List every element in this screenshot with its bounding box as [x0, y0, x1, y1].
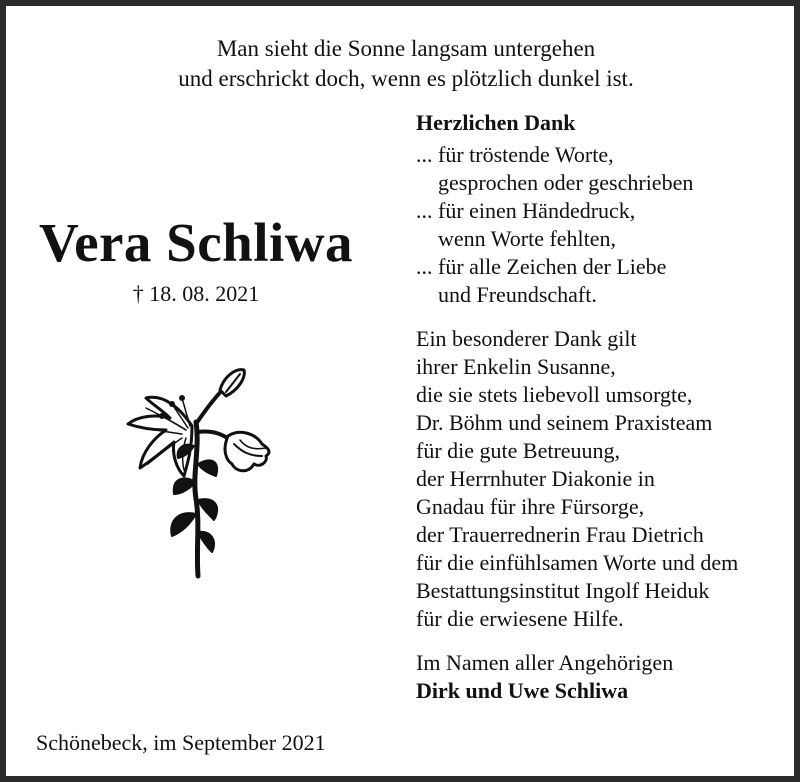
death-date: † 18. 08. 2021 [132, 281, 260, 306]
special-thanks-line: für die einfühlsamen Worte und dem [416, 550, 739, 575]
lily-flower-icon [116, 364, 286, 579]
special-thanks-line: Bestattungsinstitut Ingolf Heiduk [416, 578, 710, 603]
special-thanks-line: die sie stets liebevoll umsorgte, [416, 382, 693, 407]
thanks-heading: Herzlichen Dank [416, 110, 576, 135]
thanks-line: gesprochen oder geschrieben [438, 170, 694, 195]
thanks-line: ... für tröstende Worte, [416, 142, 614, 167]
motto-quote [6, 34, 800, 94]
signature-intro: Im Namen aller Angehörigen [416, 650, 674, 675]
special-thanks-line: für die erwiesene Hilfe. [416, 606, 624, 631]
thanks-line: wenn Worte fehlten, [438, 226, 617, 251]
motto-line: Man sieht die Sonne langsam untergehen [216, 36, 596, 61]
thanks-line: ... für einen Händedruck, [416, 198, 636, 223]
thanks-line: und Freundschaft. [438, 282, 597, 307]
thanks-column [416, 109, 796, 705]
place-and-date: Schönebeck, im September 2021 [36, 730, 326, 755]
special-thanks-line: ihrer Enkelin Susanne, [416, 354, 616, 379]
special-thanks-line: für die gute Betreuung, [416, 438, 621, 463]
signature-names: Dirk und Uwe Schliwa [416, 678, 629, 703]
special-thanks-line: Ein besonderer Dank gilt [416, 326, 637, 351]
motto-line: und erschrickt doch, wenn es plötzlich dunkel ist. [178, 66, 634, 91]
deceased-name: Vera Schliwa [38, 212, 354, 273]
special-thanks-line: Gnadau für ihre Fürsorge, [416, 494, 645, 519]
special-thanks-line: Dr. Böhm und seinem Praxisteam [416, 410, 713, 435]
special-thanks-line: der Herrnhuter Diakonie in [416, 466, 655, 491]
thanks-line: ... für alle Zeichen der Liebe [416, 254, 667, 279]
special-thanks-line: der Trauerrednerin Frau Dietrich [416, 522, 704, 547]
